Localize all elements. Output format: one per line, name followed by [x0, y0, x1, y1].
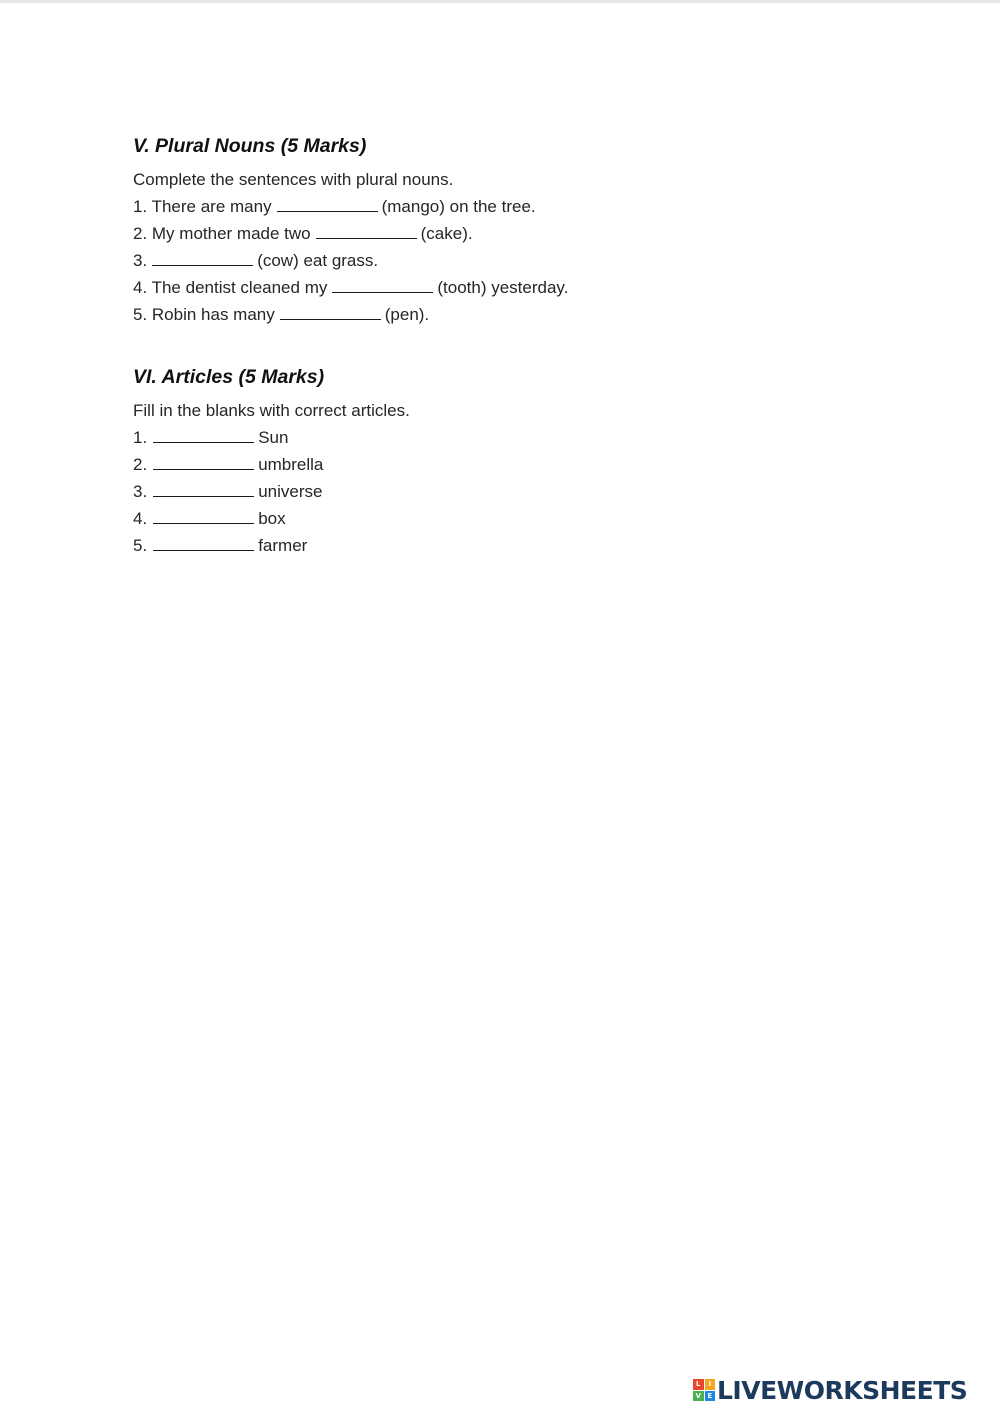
question-word: Sun	[258, 428, 289, 447]
plural-question-3	[133, 251, 378, 271]
plural-question-5	[133, 305, 429, 325]
articles-heading: VI. Articles (5 Marks)	[133, 366, 325, 388]
question-text-after: (pen).	[384, 305, 430, 324]
plural-question-2	[133, 224, 473, 244]
question-text-before: 3.	[133, 251, 148, 270]
question-number: 3.	[133, 482, 148, 501]
logo-text: LIVEWORKSHEETS	[717, 1375, 968, 1405]
logo-mark-tile: V	[693, 1391, 704, 1402]
answer-blank[interactable]	[153, 455, 254, 470]
question-text-before: 2. My mother made two	[133, 224, 311, 243]
question-number: 1.	[133, 428, 148, 447]
logo-mark-tile: I	[705, 1379, 716, 1390]
question-number: 5.	[133, 536, 148, 555]
article-question-4	[133, 509, 286, 529]
question-number: 2.	[133, 455, 148, 474]
answer-blank[interactable]	[153, 509, 254, 524]
article-question-5	[133, 536, 307, 556]
plural-question-4	[133, 278, 568, 298]
logo-mark-icon	[693, 1379, 715, 1401]
question-text-before: 4. The dentist cleaned my	[133, 278, 328, 297]
article-question-1	[133, 428, 288, 448]
answer-blank[interactable]	[152, 251, 253, 266]
logo-mark-tile: L	[693, 1379, 704, 1390]
plural-nouns-heading: V. Plural Nouns (5 Marks)	[133, 135, 367, 157]
top-divider	[0, 0, 1000, 3]
answer-blank[interactable]	[153, 536, 254, 551]
question-word: umbrella	[258, 455, 324, 474]
question-text-after: (cake).	[420, 224, 473, 243]
answer-blank[interactable]	[153, 482, 254, 497]
answer-blank[interactable]	[332, 278, 433, 293]
question-text-after: (mango) on the tree.	[381, 197, 536, 216]
logo-mark-tile: E	[705, 1391, 716, 1402]
question-text-before: 5. Robin has many	[133, 305, 275, 324]
article-question-2	[133, 455, 323, 475]
question-word: universe	[258, 482, 323, 501]
liveworksheets-logo	[693, 1375, 967, 1405]
question-text-before: 1. There are many	[133, 197, 272, 216]
question-word: box	[258, 509, 286, 528]
question-number: 4.	[133, 509, 148, 528]
plural-nouns-instruction: Complete the sentences with plural nouns.	[133, 170, 454, 189]
answer-blank[interactable]	[280, 305, 381, 320]
question-word: farmer	[258, 536, 308, 555]
answer-blank[interactable]	[316, 224, 417, 239]
plural-question-1	[133, 197, 536, 217]
question-text-after: (tooth) yesterday.	[437, 278, 569, 297]
articles-instruction: Fill in the blanks with correct articles.	[133, 401, 410, 420]
answer-blank[interactable]	[153, 428, 254, 443]
article-question-3	[133, 482, 322, 502]
question-text-after: (cow) eat grass.	[257, 251, 379, 270]
answer-blank[interactable]	[277, 197, 378, 212]
